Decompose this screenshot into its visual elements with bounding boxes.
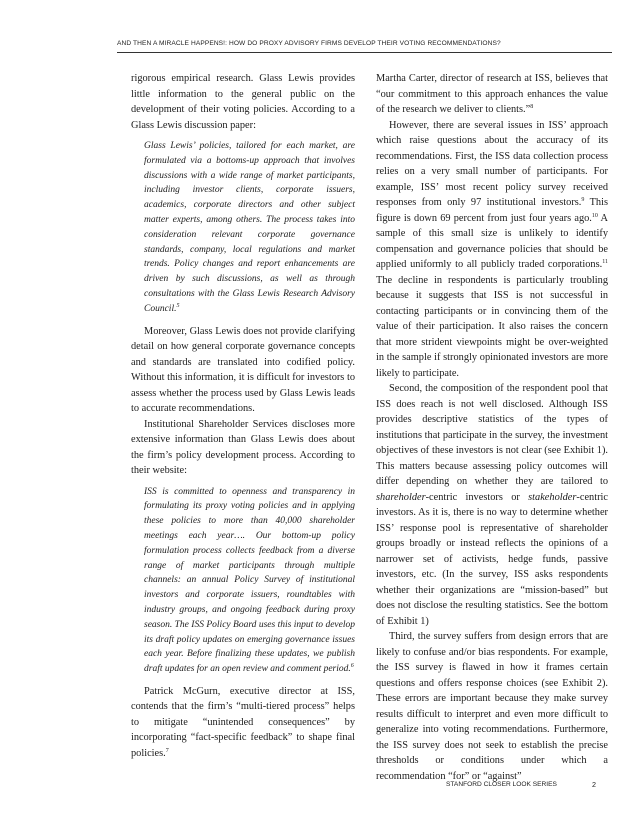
running-header: AND THEN A MIRACLE HAPPENS!: HOW DO PROXY ADVISORY FIRMS DEVELOP THEIR VOTING RECOMMENDATIONS? bbox=[117, 40, 501, 47]
paragraph bbox=[131, 684, 355, 762]
left-column bbox=[131, 71, 355, 761]
footnote-ref: 11 bbox=[602, 259, 608, 265]
footer-series: STANFORD CLOSER LOOK SERIES bbox=[446, 781, 557, 788]
paragraph-text: Second, the composition of the respondent pool that ISS does reach is not well disclosed. Although ISS provides descriptive statistics of the types of institutions that participate in the survey, the investment objectives of these investors is not clear (see Exhibit 1). This matters because assessing policy outcomes will differ depending on whether they are tailored to bbox=[376, 383, 608, 487]
footnote-ref: 5 bbox=[176, 302, 180, 309]
paragraph-text: -centric investors or bbox=[425, 491, 529, 503]
page-number: 2 bbox=[592, 780, 596, 789]
quote-text: Glass Lewis’ policies, tailored for each market, are formulated via a bottoms-up approach that involves discussions with a wide range of market participants, including investor clients, corporate issuers, academics, corporate directors and other subject matter experts, among others. The process takes into consideration relevant corporate governance standards, company, local regulations and market trends. Policy changes and report enhancements are driven by such discussions, as well as through consultations with the Glass Lewis Research Advisory Council. bbox=[144, 141, 355, 314]
footnote-ref: 6 bbox=[350, 663, 354, 670]
glass-lewis-quote bbox=[144, 139, 355, 317]
emphasis: stakeholder bbox=[528, 491, 577, 503]
paragraph: Institutional Shareholder Services discloses more extensive information than Glass Lewis does about the firm’s policy development process. According to their website: bbox=[131, 418, 355, 477]
right-column bbox=[376, 71, 608, 784]
paragraph-text: Patrick McGurn, executive director at ISS, contends that the firm’s “multi-tiered process” helps to mitigate “unintended consequences” by incorporating “fact-specific feedback” to shape final policies. bbox=[131, 685, 355, 759]
header-rule bbox=[117, 52, 612, 53]
paragraph: rigorous empirical research. Glass Lewis provides little information to the general public on the development of their voting policies. According to a Glass Lewis discussion paper: bbox=[131, 73, 355, 131]
paragraph bbox=[376, 381, 608, 629]
paragraph-text: The decline in respondents is particularly troubling because it suggests that ISS is not successful in contacting participants or in convincing them of the value of their participation. It also raises the concern that more strident viewpoints might be over-weighted in the sample if strongly opinionated investors are more likely to participate. bbox=[376, 274, 608, 379]
paragraph bbox=[376, 118, 608, 382]
footnote-ref: 9 bbox=[581, 197, 585, 203]
footnote-ref: 8 bbox=[530, 104, 534, 110]
iss-quote bbox=[144, 485, 355, 677]
paragraph bbox=[376, 71, 608, 118]
paragraph-text: This figure is down 69 percent from just four years ago. bbox=[376, 197, 608, 224]
footnote-ref: 7 bbox=[165, 747, 169, 754]
paragraph: Moreover, Glass Lewis does not provide clarifying detail on how general corporate governance concepts and standards are translated into codified policy. Without this information, it is difficult for investors to assess whether the process used by Glass Lewis leads to accurate recommendations. bbox=[131, 325, 355, 415]
emphasis: shareholder bbox=[376, 491, 426, 503]
paragraph-text: However, there are several issues in ISS’ approach which raise questions about the accuracy of its recommendations. First, the ISS data collection process relies on a very small number of participants. For example, ISS’ most recent policy survey received responses from only 97 institutional investors. bbox=[376, 119, 608, 208]
footnote-ref: 10 bbox=[591, 212, 598, 219]
paragraph: Third, the survey suffers from design errors that are likely to confuse and/or bias respondents. For example, the ISS survey is flawed in how it frames certain questions and offers response choices (see Exhibit 2). These errors are important because they make survey results difficult to interpret and even more difficult to generalize into voting recommendations. Furthermore, the ISS survey does not seek to establish the precise thresholds or conditions under which a recommendation “for” or “against” bbox=[376, 631, 608, 782]
paragraph-text: A sample of this small size is unlikely to identify compensation and governance policies that should be applied uniformly to all publicly traded corporations. bbox=[376, 212, 608, 270]
quote-text: ISS is committed to openness and transparency in formulating its proxy voting policies and in applying these policies to more than 40,000 shareholder meetings each year…. Our bottom-up policy formulation process collects feedback from a diverse range of market participants through multiple channels: an annual Policy Survey of institutional investors and corporate issuers, roundtables with industry groups, and ongoing feedback during proxy season. The ISS Policy Board uses this input to develop its draft policy updates on emerging governance issues each year. Before finalizing these updates, we publish draft updates for an open review and comment period. bbox=[144, 486, 355, 675]
paragraph-text: Martha Carter, director of research at ISS, believes that “our commitment to this approach enhances the value of the research we deliver to clients.” bbox=[376, 73, 608, 115]
paragraph-text: -centric investors. As it is, there is no way to determine whether ISS’ response pool is representative of shareholder groups broadly or instead reflects the opinions of a narrower set of activists, hedge funds, passive investors, etc. (In the survey, ISS asks respondents whether their organizations are “mission-based” but does not disclose the resulting statistics. See the bottom of Exhibit 1) bbox=[376, 491, 608, 627]
